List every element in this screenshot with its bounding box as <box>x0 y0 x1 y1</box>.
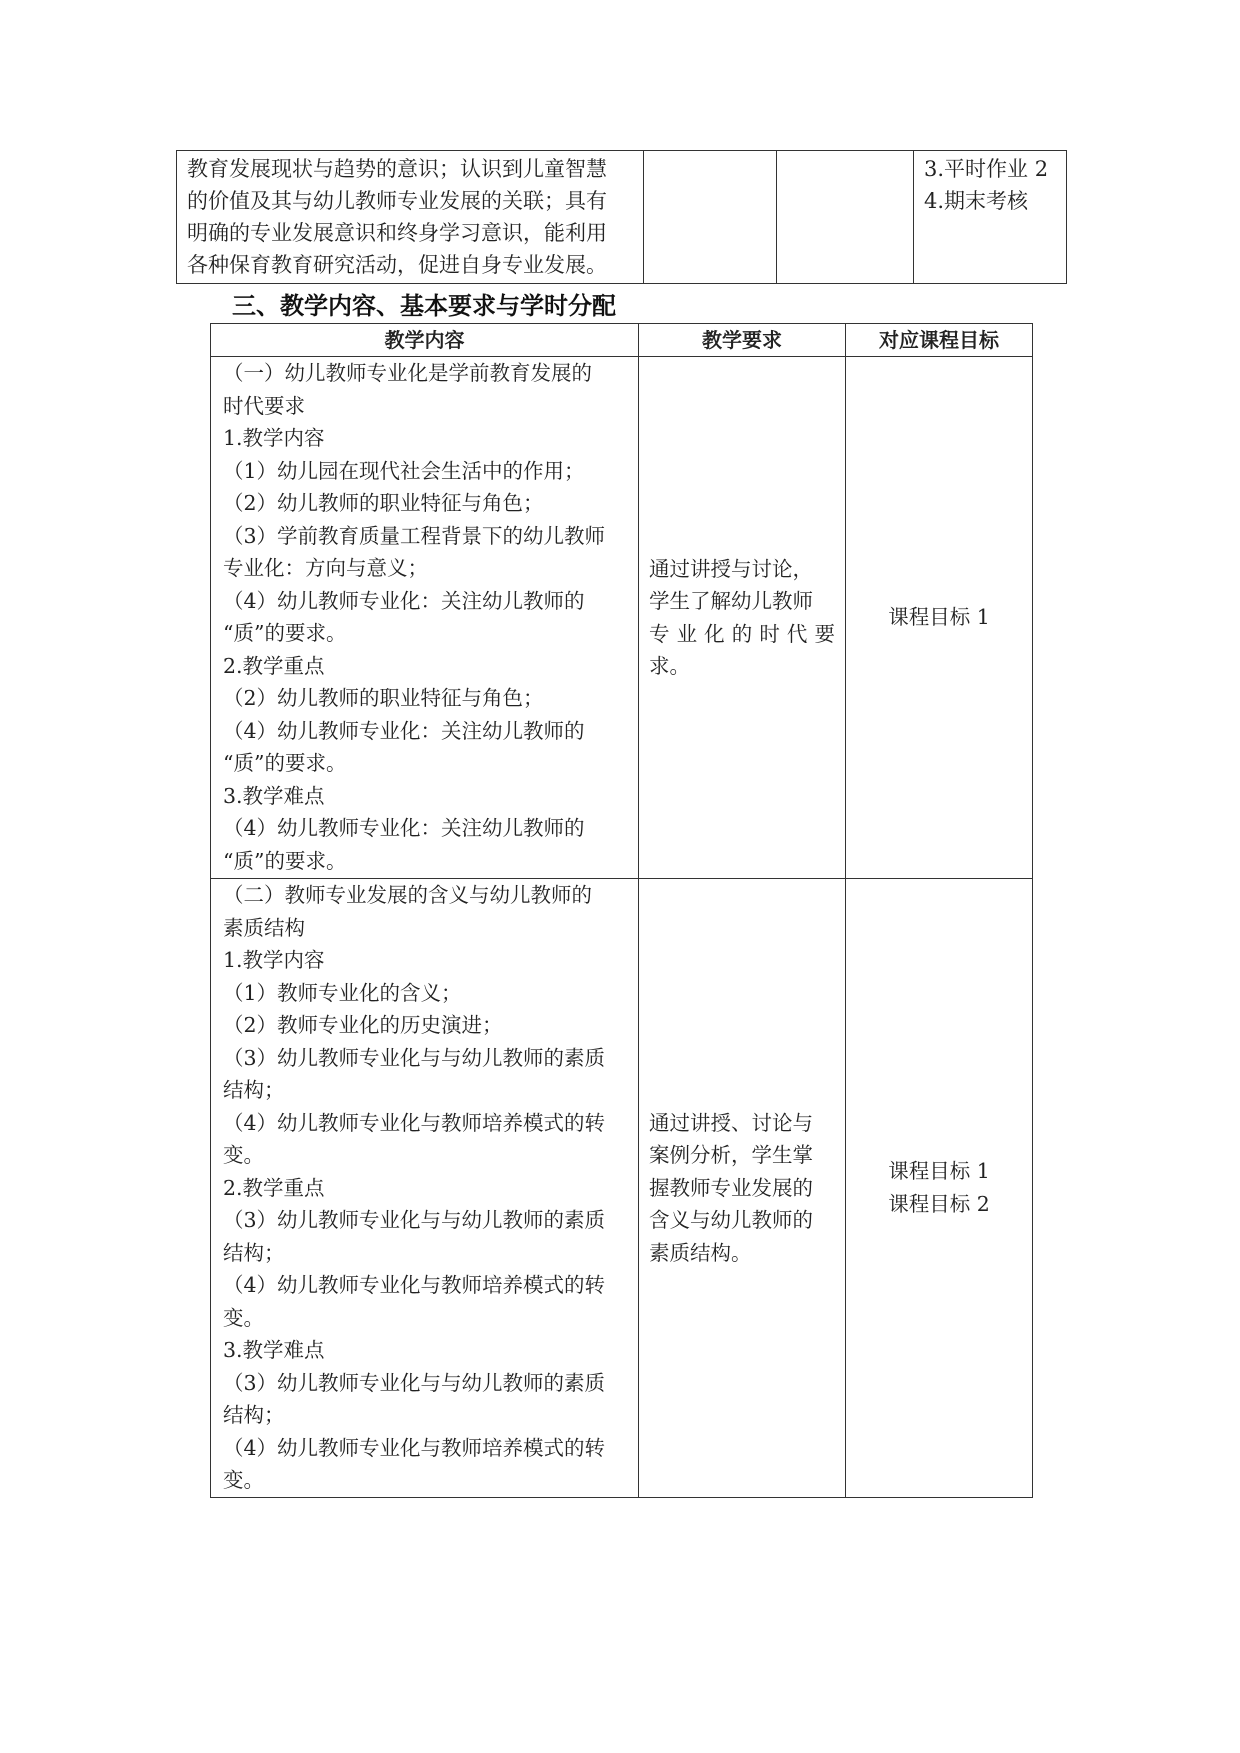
content-line: “质”的要求。 <box>223 751 347 775</box>
table-header-row <box>211 324 1033 357</box>
content-line: 3.教学难点 <box>223 783 325 808</box>
content-line: 结构； <box>223 1078 285 1102</box>
content-line: 结构； <box>223 1403 285 1427</box>
text-line: 的价值及其与幼儿教师专业发展的关联；具有 <box>187 189 607 213</box>
course-target: 课程目标 1 <box>888 1159 990 1184</box>
target-cell <box>846 357 1033 879</box>
target-cell <box>846 879 1033 1498</box>
content-line: “质”的要求。 <box>223 848 347 873</box>
content-line: （4）幼儿教师专业化与教师培养模式的转 <box>223 1273 606 1297</box>
requirement-line: 专业化的时代要 <box>649 621 835 646</box>
content-line: 2.教学重点 <box>223 1175 325 1200</box>
requirement-line: 通过讲授与讨论， <box>649 556 813 581</box>
content-line: 变。 <box>223 1305 264 1330</box>
content-line: 变。 <box>223 1468 264 1492</box>
requirement-line: 通过讲授、讨论与 <box>649 1110 813 1135</box>
content-line: 时代要求 <box>223 393 305 418</box>
content-line: 素质结构 <box>223 915 305 940</box>
content-line: （一）幼儿教师专业化是学前教育发展的 <box>223 361 592 385</box>
content-line: 变。 <box>223 1143 264 1167</box>
requirement-line: 素质结构。 <box>649 1240 752 1265</box>
content-line: （4）幼儿教师专业化：关注幼儿教师的 <box>223 718 585 743</box>
assessment-cell <box>914 151 1067 284</box>
content-line: （4）幼儿教师专业化与教师培养模式的转 <box>223 1110 606 1135</box>
assessment-item: 3.平时作业 2 <box>924 157 1049 181</box>
content-line: “质”的要求。 <box>223 621 347 645</box>
content-line: （4）幼儿教师专业化：关注幼儿教师的 <box>223 588 585 613</box>
table-row <box>177 151 1067 284</box>
content-line: （3）学前教育质量工程背景下的幼儿教师 <box>223 523 606 548</box>
objective-description-cell <box>177 151 644 284</box>
requirement-line: 握教师专业发展的 <box>649 1175 813 1200</box>
content-line: （1）幼儿园在现代社会生活中的作用； <box>223 458 585 483</box>
content-line: （1）教师专业化的含义； <box>223 980 462 1005</box>
continued-objectives-table <box>176 150 1067 284</box>
requirement-cell <box>639 879 846 1498</box>
content-line: 1.教学内容 <box>223 948 325 972</box>
header-teaching-requirement: 教学要求 <box>639 324 846 357</box>
content-cell <box>211 879 639 1498</box>
assessment-item: 4.期末考核 <box>924 189 1029 213</box>
content-line: 1.教学内容 <box>223 426 325 450</box>
content-line: 结构； <box>223 1240 285 1265</box>
table-row <box>211 357 1033 879</box>
header-teaching-content: 教学内容 <box>211 324 639 357</box>
requirement-line: 含义与幼儿教师的 <box>649 1208 813 1232</box>
content-line: （3）幼儿教师专业化与与幼儿教师的素质 <box>223 1208 606 1232</box>
content-line: （3）幼儿教师专业化与与幼儿教师的素质 <box>223 1045 606 1070</box>
content-line: 3.教学难点 <box>223 1338 325 1362</box>
content-line: （3）幼儿教师专业化与与幼儿教师的素质 <box>223 1370 606 1395</box>
course-target: 课程目标 2 <box>888 1191 990 1216</box>
requirement-line: 案例分析，学生掌 <box>649 1143 813 1167</box>
header-course-target: 对应课程目标 <box>846 324 1033 357</box>
empty-cell <box>777 151 914 284</box>
text-line: 明确的专业发展意识和终身学习意识，能利用 <box>187 221 607 245</box>
content-line: （2）教师专业化的历史演进； <box>223 1013 503 1037</box>
requirement-cell <box>639 357 846 879</box>
empty-cell <box>644 151 777 284</box>
requirement-line: 求。 <box>649 654 690 678</box>
section-heading: 三、教学内容、基本要求与学时分配 <box>232 292 616 320</box>
content-cell <box>211 357 639 879</box>
content-line: （4）幼儿教师专业化：关注幼儿教师的 <box>223 816 585 840</box>
text-line: 教育发展现状与趋势的意识；认识到儿童智慧 <box>187 157 607 181</box>
content-line: （2）幼儿教师的职业特征与角色； <box>223 686 544 710</box>
text-line: 各种保育教育研究活动，促进自身专业发展。 <box>187 253 607 277</box>
teaching-content-table <box>210 323 1033 1498</box>
content-line: 2.教学重点 <box>223 653 325 678</box>
content-line: （二）教师专业发展的含义与幼儿教师的 <box>223 883 592 907</box>
table-row <box>211 879 1033 1498</box>
content-line: （2）幼儿教师的职业特征与角色； <box>223 491 544 515</box>
requirement-line: 学生了解幼儿教师 <box>649 589 813 613</box>
course-target: 课程目标 1 <box>888 605 990 630</box>
content-line: 专业化：方向与意义； <box>223 556 428 580</box>
content-line: （4）幼儿教师专业化与教师培养模式的转 <box>223 1435 606 1460</box>
